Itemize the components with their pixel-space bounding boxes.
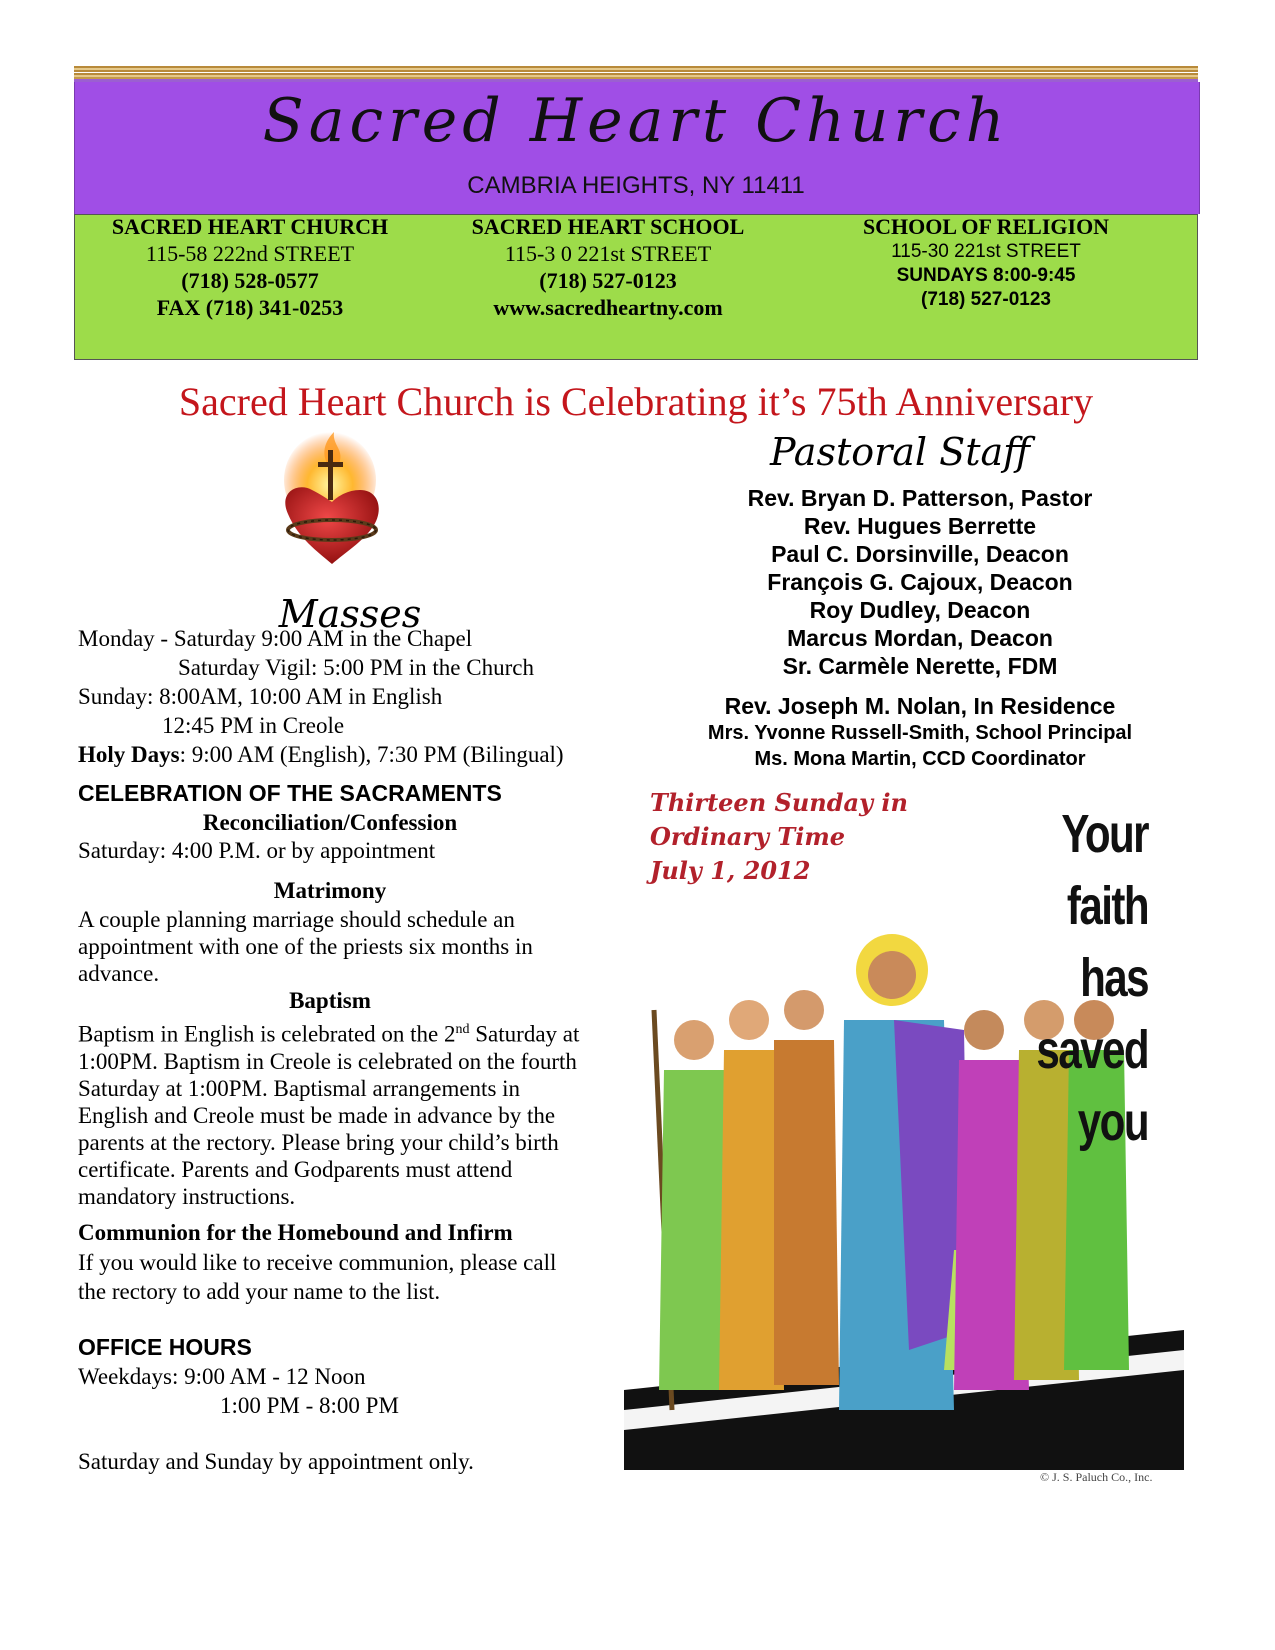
reconciliation-text: Saturday: 4:00 P.M. or by appointment — [78, 838, 436, 863]
church-address: 115-58 222nd STREET — [145, 241, 355, 266]
copyright-notice: © J. S. Paluch Co., Inc. — [1040, 1470, 1153, 1484]
staff-member: Roy Dudley, Deacon — [809, 597, 1031, 623]
sacred-heart-icon — [268, 432, 408, 574]
communion-text: If you would like to receive communion, please call the rectory to add your name to the list. — [78, 1250, 557, 1304]
religion-phone: (718) 527-0123 — [921, 289, 1051, 310]
mass-weekday: Monday - Saturday 9:00 AM in the Chapel — [78, 626, 473, 651]
faith-quote — [992, 798, 1148, 1158]
page-title: Sacred Heart Church — [262, 86, 1010, 156]
baptism-title: Baptism — [289, 988, 371, 1013]
mass-vigil: Saturday Vigil: 5:00 PM in the Church — [178, 655, 534, 680]
mass-schedule — [78, 624, 618, 769]
staff-title: Pastoral Staff — [769, 430, 1031, 474]
staff-ccd: Ms. Mona Martin, CCD Coordinator — [754, 748, 1086, 770]
liturgical-date-caption — [650, 786, 908, 888]
masses-title: Masses — [278, 592, 422, 636]
church-contact — [86, 214, 414, 321]
matrimony-text: A couple planning marriage should schedule an appointment with one of the priests six months in advance. — [78, 907, 533, 986]
staff-member: Rev. Hugues Berrette — [803, 513, 1037, 539]
staff-member: Marcus Mordan, Deacon — [787, 625, 1053, 651]
office-weekend: Saturday and Sunday by appointment only. — [78, 1449, 474, 1474]
mass-sunday — [78, 682, 618, 711]
church-name: SACRED HEART CHURCH — [111, 214, 389, 239]
office-weekdays: Weekdays: 9:00 AM - 12 Noon — [78, 1364, 366, 1389]
staff-list — [640, 484, 1200, 772]
staff-member: Paul C. Dorsinville, Deacon — [771, 541, 1069, 567]
religion-hours: SUNDAYS 8:00-9:45 — [896, 265, 1076, 286]
matrimony-title: Matrimony — [273, 878, 387, 903]
religion-address: 115-30 221st STREET — [891, 241, 1081, 262]
faith-line-1: Your faith — [1061, 804, 1148, 936]
staff-residence: Rev. Joseph M. Nolan, In Residence — [724, 693, 1116, 719]
school-contact — [448, 214, 768, 321]
church-phone: (718) 528-0577 — [181, 268, 319, 293]
mass-sunday-times: 8:00AM, 10:00 AM in English — [153, 684, 443, 709]
header-border — [74, 66, 1198, 82]
mass-creole: 12:45 PM in Creole — [162, 713, 345, 738]
baptism-text — [78, 1016, 588, 1210]
office-hours-heading: OFFICE HOURS — [78, 1334, 252, 1360]
school-phone: (718) 527-0123 — [539, 268, 677, 293]
reconciliation-title: Reconciliation/Confession — [202, 810, 458, 835]
caption-line-2: Ordinary Time — [650, 822, 846, 851]
staff-principal: Mrs. Yvonne Russell-Smith, School Principal — [707, 722, 1133, 744]
religion-name: SCHOOL OF RELIGION — [862, 214, 1110, 239]
church-fax: FAX (718) 341-0253 — [156, 295, 344, 320]
mass-holy-days — [78, 740, 618, 769]
communion-title: Communion for the Homebound and Infirm — [78, 1220, 513, 1245]
religion-contact — [836, 214, 1136, 312]
mass-holy-times: : 9:00 AM (English), 7:30 PM (Bilingual) — [179, 742, 564, 767]
school-website[interactable]: www.sacredheartny.com — [493, 295, 723, 320]
baptism-sup: nd — [455, 1022, 470, 1037]
caption-line-1: Thirteen Sunday in — [650, 788, 908, 817]
staff-member: François G. Cajoux, Deacon — [767, 569, 1073, 595]
baptism-text-a: Baptism in English is celebrated on the 2 — [78, 1021, 456, 1047]
faith-line-3: you — [1077, 1092, 1148, 1152]
mass-holy-label: Holy Days — [78, 742, 180, 767]
staff-member: Sr. Carmèle Nerette, FDM — [782, 653, 1058, 679]
caption-line-3: July 1, 2012 — [650, 856, 811, 885]
staff-member: Rev. Bryan D. Patterson, Pastor — [747, 485, 1093, 511]
school-name: SACRED HEART SCHOOL — [471, 214, 745, 239]
church-city: CAMBRIA HEIGHTS, NY 11411 — [467, 172, 805, 199]
mass-sunday-label: Sunday: — [78, 684, 154, 709]
school-address: 115-3 0 221st STREET — [504, 241, 712, 266]
office-afternoon: 1:00 PM - 8:00 PM — [220, 1393, 399, 1418]
sacraments-heading: CELEBRATION OF THE SACRAMENTS — [78, 780, 502, 806]
baptism-text-b: Saturday at 1:00PM. Baptism in Creole is celebrated on the fourth Saturday at 1:00PM. Baptismal arrangements in English and Creole must be made in advance by the parents at the rectory. Please bring your child’s birth certificate. Parents and Godparents must attend mandatory instructions. — [78, 1021, 580, 1209]
anniversary-banner: Sacred Heart Church is Celebrating it’s 75th Anniversary — [178, 379, 1094, 424]
faith-line-2: has saved — [1036, 948, 1148, 1080]
